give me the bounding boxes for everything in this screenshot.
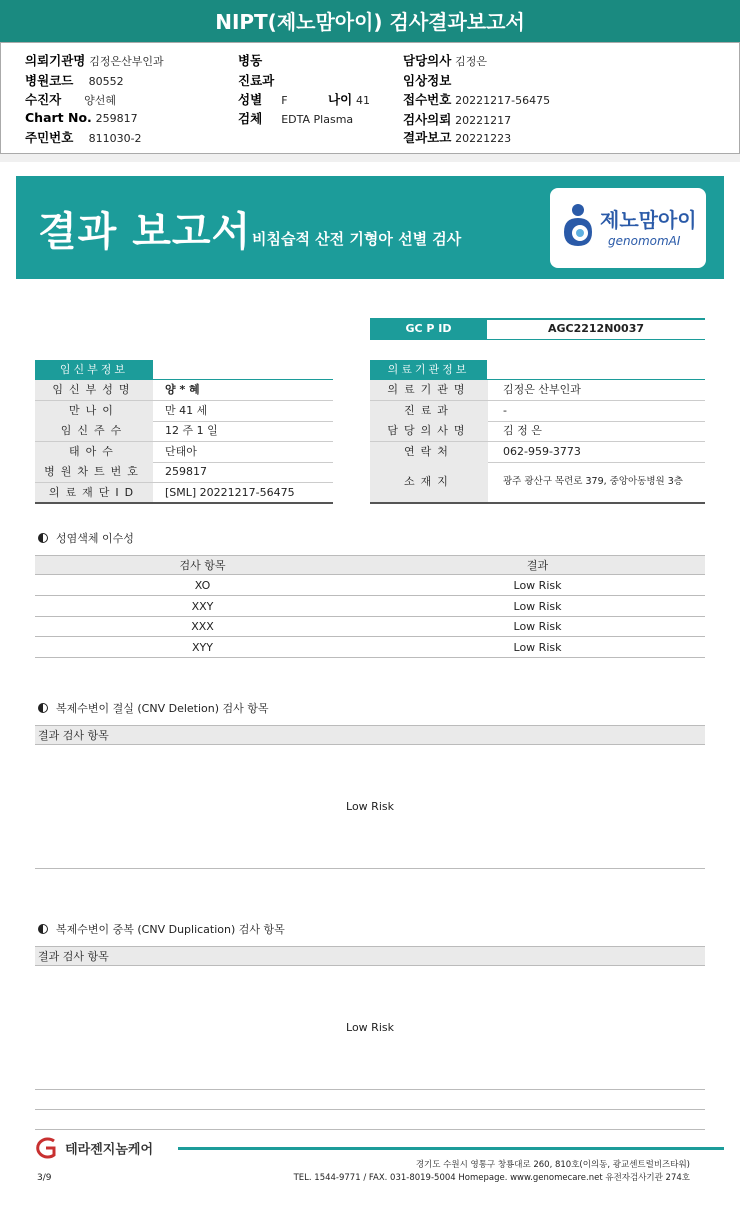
chart-label: Chart No. <box>25 110 92 125</box>
dept-label: 진료과 <box>238 73 275 88</box>
sex-chrom-row <box>35 576 705 596</box>
gcpid-label: GC P ID <box>370 318 487 340</box>
mother-info-label: 임신부성명 <box>35 380 153 400</box>
gcpid-underline <box>370 339 705 340</box>
clinic-info-label: 진료과 <box>370 401 488 421</box>
company-name: 테라젠지놈케어 <box>65 1142 153 1158</box>
genomom-logo <box>550 188 706 268</box>
clinic-info-label: 담당의사명 <box>370 421 488 441</box>
sex-chrom-item: XXX <box>191 620 214 633</box>
mother-info-value: 양 * 혜 <box>165 383 200 396</box>
mother-info-row <box>35 442 333 463</box>
specimen-value: EDTA Plasma <box>281 113 354 126</box>
age-value: 41 <box>355 94 370 107</box>
cnv-duplication-bottom <box>35 1089 705 1090</box>
sex-chrom-title-text: 성염색체 이수성 <box>56 532 134 545</box>
footer-line <box>178 1147 724 1150</box>
clinic-info-row <box>370 421 705 442</box>
cnv-duplication-result: Low Risk <box>346 1021 394 1034</box>
cnv-deletion-result: Low Risk <box>346 800 394 813</box>
rrn-label: 주민번호 <box>25 130 74 145</box>
cnv-deletion-title <box>38 700 269 716</box>
rrn-value: 811030-2 <box>88 132 142 145</box>
empty-row-line <box>35 1129 705 1130</box>
sex-chrom-row <box>35 617 705 637</box>
clinic-info-header: 의료기관정보 <box>370 360 487 380</box>
sex-chrom-title <box>38 530 134 546</box>
sex-chrom-item: XXY <box>191 599 214 613</box>
mother-info-value: 단태아 <box>165 444 197 458</box>
company-logo-icon <box>32 1137 60 1159</box>
mother-info-value: 259817 <box>165 465 207 478</box>
mother-info-header: 임신부정보 <box>35 360 153 380</box>
sex-label: 성별 <box>238 92 263 107</box>
half-circle-icon <box>38 533 48 543</box>
mother-info-row <box>35 380 333 401</box>
clinic-info-label: 연락처 <box>370 442 488 462</box>
half-circle-icon <box>38 703 48 713</box>
mother-table-bottom <box>35 502 333 504</box>
institution-value: 김정은산부인과 <box>89 55 164 68</box>
mother-info-value: [SML] 20221217-56475 <box>165 485 295 499</box>
sex-chrom-header-row <box>35 555 705 575</box>
sex-chrom-result: Low Risk <box>513 640 562 654</box>
sex-chrom-result: Low Risk <box>513 620 562 633</box>
clinical-label: 임상정보 <box>403 73 452 88</box>
clinic-info-row <box>370 401 705 422</box>
age-label: 나이 <box>328 92 353 107</box>
mother-info-label: 만나이 <box>35 401 153 421</box>
footer-contact: TEL. 1544-9771 / FAX. 031-8019-5004 Homepage. www.genomecare.net 유전자검사기관 274호 <box>293 1173 690 1183</box>
clinic-info-value: 김 정 은 <box>503 424 542 437</box>
company-logo <box>32 1137 153 1159</box>
logo-sub: genomomAI <box>608 234 681 248</box>
report-date-label: 결과보고 <box>403 130 452 145</box>
sex-value: F <box>281 94 288 107</box>
clinic-info-value: 062-959-3773 <box>503 444 581 458</box>
clinic-info-value: 김정은 산부인과 <box>503 383 581 396</box>
sex-chrom-result: Low Risk <box>513 599 562 613</box>
receipt-label: 접수번호 <box>403 92 452 107</box>
page-number: 3/9 <box>37 1173 52 1183</box>
mother-info-value: 만 41 세 <box>165 403 208 417</box>
genomom-logo-icon <box>558 202 598 252</box>
mother-info-label: 임신주수 <box>35 421 153 441</box>
mother-info-label: 의료재단ID <box>35 483 153 503</box>
sex-chrom-row <box>35 597 705 617</box>
footer-address: 경기도 수원시 영통구 창룡대로 260, 810호(이의동, 광교센트럴비즈타워) <box>415 1160 690 1170</box>
clinic-table-bottom <box>370 502 705 504</box>
request-label: 검사의뢰 <box>403 112 452 127</box>
cnv-duplication-title <box>38 921 285 937</box>
clinic-info-row <box>370 380 705 401</box>
cnv-deletion-bottom <box>35 868 705 869</box>
col-item-header: 검사 항목 <box>179 559 226 572</box>
mother-info-row <box>35 401 333 422</box>
ward-label: 병동 <box>238 53 263 68</box>
doctor-value: 김정은 <box>455 55 488 68</box>
logo-name: 제노맘아이 <box>600 208 697 232</box>
report-date-value: 20221223 <box>455 132 512 145</box>
sex-chrom-result: Low Risk <box>513 579 562 592</box>
mother-info-row <box>35 421 333 442</box>
result-banner <box>16 176 724 279</box>
clinic-info-label: 소재지 <box>370 462 488 502</box>
cnv-deletion-header: 결과 검사 항목 <box>35 725 705 745</box>
chart-value: 259817 <box>95 112 138 125</box>
half-circle-icon <box>38 924 48 934</box>
clinic-info-label: 의료기관명 <box>370 380 488 400</box>
sex-chrom-item: XO <box>194 579 211 592</box>
sex-chrom-row <box>35 638 705 658</box>
hospital-code-label: 병원코드 <box>25 73 74 88</box>
hospital-code-value: 80552 <box>88 75 124 88</box>
mother-info-value: 12 주 1 일 <box>165 424 218 437</box>
clinic-info-value: 광주 광산구 목련로 379, 중앙아동병원 3층 <box>503 476 683 487</box>
clinic-info-value: - <box>503 403 507 417</box>
cnv-deletion-title-text: 복제수변이 결실 (CNV Deletion) 검사 항목 <box>56 702 269 715</box>
patient-header <box>0 42 740 154</box>
banner-title: 결과 보고서 <box>38 209 252 255</box>
banner-subtitle: 비침습적 산전 기형아 선별 검사 <box>252 230 462 248</box>
institution-label: 의뢰기관명 <box>25 53 86 68</box>
empty-row-line <box>35 1109 705 1110</box>
gcpid-value: AGC2212N0037 <box>487 318 705 340</box>
mother-info-row <box>35 462 333 483</box>
sex-chrom-item: XYY <box>192 640 213 654</box>
cnv-duplication-header: 결과 검사 항목 <box>35 946 705 966</box>
patient-label: 수진자 <box>25 92 62 107</box>
report-title: NIPT(제노맘아이) 검사결과보고서 <box>0 0 740 42</box>
mother-info-row <box>35 483 333 504</box>
doctor-label: 담당의사 <box>403 53 452 68</box>
col-result-header: 결과 <box>526 559 549 572</box>
patient-value: 양선혜 <box>84 94 117 107</box>
clinic-info-row <box>370 462 705 503</box>
section-separator <box>0 154 740 162</box>
clinic-info-row <box>370 442 705 463</box>
request-value: 20221217 <box>455 114 512 127</box>
mother-info-label: 태아수 <box>35 442 153 462</box>
mother-info-label: 병원차트번호 <box>35 462 153 482</box>
receipt-value: 20221217-56475 <box>455 94 551 107</box>
specimen-label: 검체 <box>238 111 263 126</box>
cnv-duplication-title-text: 복제수변이 중복 (CNV Duplication) 검사 항목 <box>56 923 285 936</box>
